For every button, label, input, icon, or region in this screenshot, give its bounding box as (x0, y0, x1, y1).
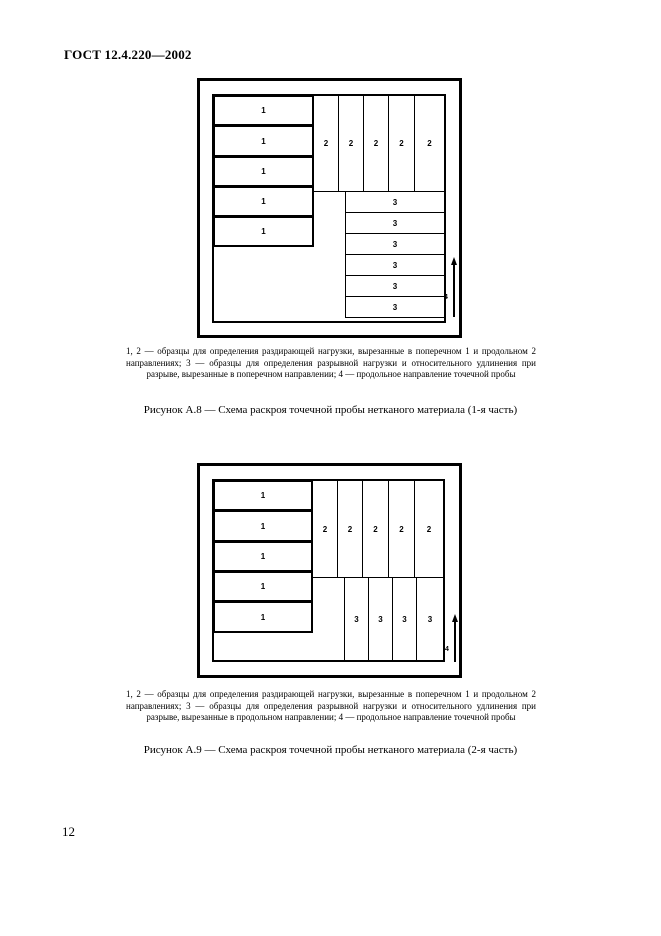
sample-1: 1 (213, 95, 314, 126)
sample-1: 1 (213, 541, 313, 572)
sample-2: 2 (414, 480, 444, 578)
figure-title: Рисунок А.9 — Схема раскроя точечной пробы нетканого материала (2-я часть) (143, 744, 518, 756)
sample-1: 1 (213, 216, 314, 247)
figure-caption: 1, 2 — образцы для определения раздирающей нагрузки, вырезанные в поперечном 1 и продольном 2 направлениях; 3 — образцы для определения разрывной нагрузки и относительного удлинения при разрыве, вырезанные в продольном направлении; 4 — продольное направление точечной пробы (126, 689, 536, 722)
figure-caption: 1, 2 — образцы для определения раздирающей нагрузки, вырезанные в поперечном 1 и продольном 2 направлениях; 3 — образцы для определения разрывной нагрузки и относительного удлинения при разрыве, вырезанные в поперечном направлении; 4 — продольное направление точечной пробы (126, 346, 536, 379)
figure-title: Рисунок А.8 — Схема раскроя точечной пробы нетканого материала (1-я часть) (143, 404, 518, 416)
sample-2: 2 (338, 95, 364, 192)
sample-2: 2 (388, 480, 415, 578)
sample-1: 1 (213, 156, 314, 187)
sample-3: 3 (345, 296, 445, 318)
sample-3: 3 (344, 577, 369, 661)
sample-1: 1 (213, 480, 313, 511)
sample-2: 2 (362, 480, 389, 578)
sample-1: 1 (213, 510, 313, 542)
sample-2: 2 (363, 95, 389, 192)
longitudinal-direction-arrow (454, 622, 456, 662)
sample-2: 2 (313, 95, 339, 192)
arrow-label: 4 (444, 294, 448, 301)
sample-2: 2 (388, 95, 415, 192)
sample-2: 2 (312, 480, 338, 578)
sample-1: 1 (213, 601, 313, 633)
sample-1: 1 (213, 125, 314, 157)
sample-2: 2 (337, 480, 363, 578)
sample-3: 3 (368, 577, 393, 661)
sample-1: 1 (213, 186, 314, 217)
sample-3: 3 (416, 577, 444, 661)
sample-3: 3 (345, 233, 445, 255)
sample-3: 3 (392, 577, 417, 661)
sample-3: 3 (345, 254, 445, 276)
page-number: 12 (62, 824, 75, 839)
longitudinal-direction-arrow (453, 265, 455, 317)
sample-3: 3 (345, 212, 445, 234)
document-header: ГОСТ 12.4.220—2002 (64, 47, 192, 62)
sample-3: 3 (345, 275, 445, 297)
arrow-label: 4 (445, 646, 449, 653)
sample-3: 3 (345, 191, 445, 213)
sample-1: 1 (213, 571, 313, 602)
arrowhead-icon (452, 614, 458, 622)
sample-2: 2 (414, 95, 445, 192)
arrowhead-icon (451, 257, 457, 265)
